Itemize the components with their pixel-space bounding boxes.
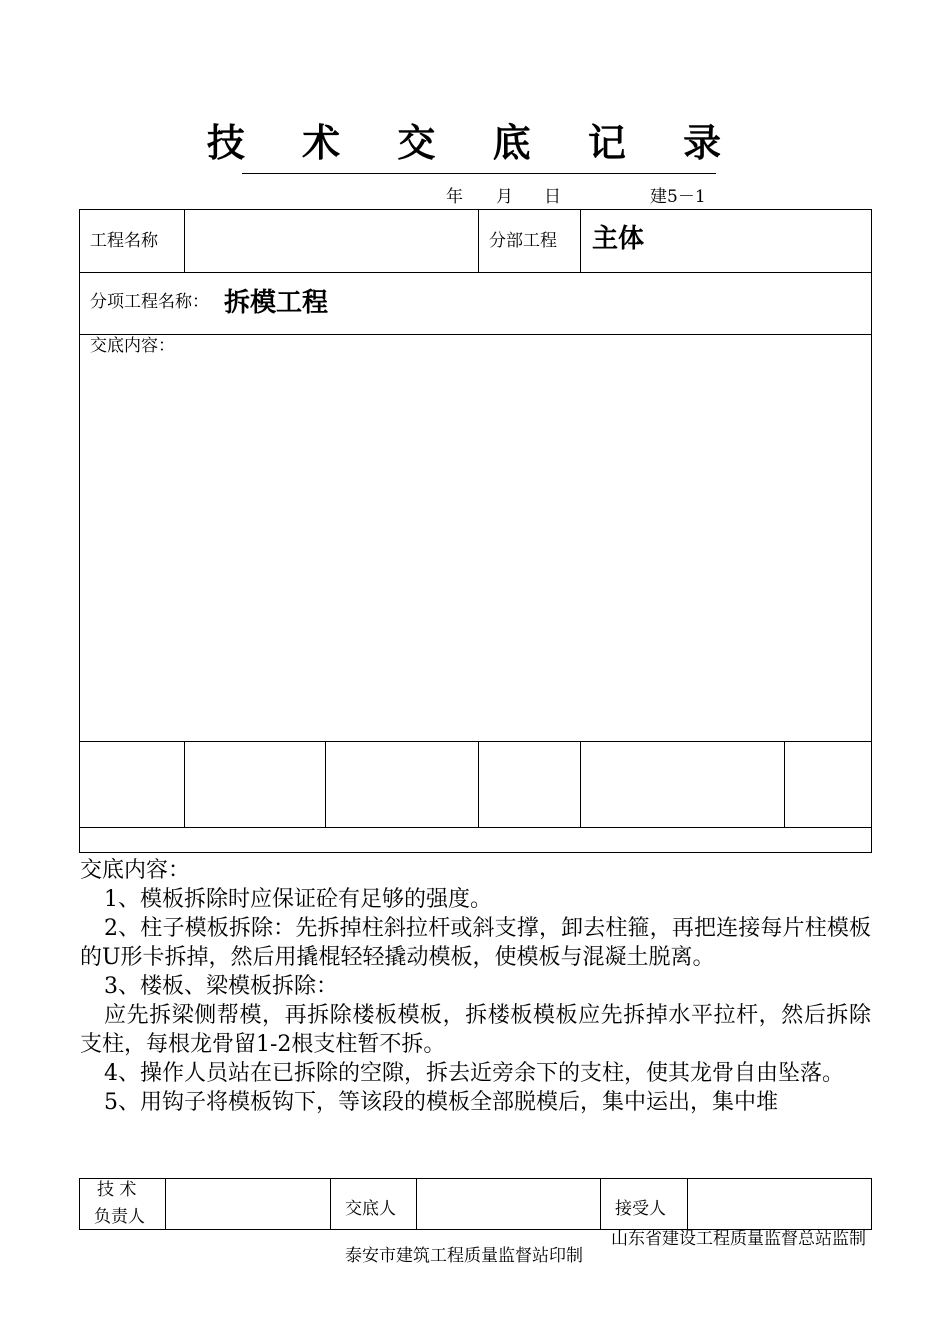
page-title: 技 术 交 底 记 录 <box>206 120 744 165</box>
content-paragraph: 3、楼板、梁模板拆除： <box>104 974 338 999</box>
date-month: 月 <box>496 187 513 207</box>
content-paragraph: 5、用钩子将模板钩下，等该段的模板全部脱模后，集中运出，集中堆 <box>104 1090 778 1115</box>
receiver-label: 接受人 <box>615 1199 666 1219</box>
title-underline <box>242 173 716 174</box>
discloser-signature-field[interactable] <box>417 1179 599 1229</box>
division-label: 分部工程 <box>489 231 557 251</box>
subitem-label: 分项工程名称： <box>90 292 209 312</box>
content-paragraph: 4、操作人员站在已拆除的空隙，拆去近旁余下的支柱，使其龙骨自由坠落。 <box>104 1061 844 1086</box>
date-year: 年 <box>446 187 463 207</box>
supervisor-note: 山东省建设工程质量监督总站监制 <box>611 1229 866 1249</box>
printer-note: 泰安市建筑工程质量监督站印制 <box>345 1246 583 1266</box>
content-heading: 交底内容： <box>80 858 191 883</box>
division-value[interactable]: 主体 <box>592 224 645 254</box>
content-paragraph: 2、柱子模板拆除：先拆掉柱斜拉杆或斜支撑，卸去柱箍，再把连接每片柱模板的U形卡拆掉，然后用撬棍轻轻撬动模板，使模板与混凝土脱离。 <box>80 916 871 970</box>
project-name-label: 工程名称 <box>90 231 158 251</box>
receiver-signature-field[interactable] <box>688 1179 870 1229</box>
disclosure-content <box>80 856 871 1176</box>
form-code: 建5－1 <box>650 187 706 207</box>
subitem-value[interactable]: 拆模工程 <box>224 288 329 318</box>
content-box-label: 交底内容： <box>90 336 175 356</box>
tech-lead-signature-field[interactable] <box>166 1179 329 1229</box>
tech-lead-label-2: 负责人 <box>94 1207 145 1227</box>
date-day: 日 <box>544 187 561 207</box>
content-paragraph: 1、模板拆除时应保证砼有足够的强度。 <box>104 887 492 912</box>
discloser-label: 交底人 <box>345 1199 396 1219</box>
content-paragraph: 应先拆梁侧帮模，再拆除楼板模板，拆楼板模板应先拆掉水平拉杆，然后拆除支柱，每根龙骨留1-2根支柱暂不拆。 <box>80 1003 871 1057</box>
tech-lead-label-1: 技 术 <box>97 1180 137 1200</box>
